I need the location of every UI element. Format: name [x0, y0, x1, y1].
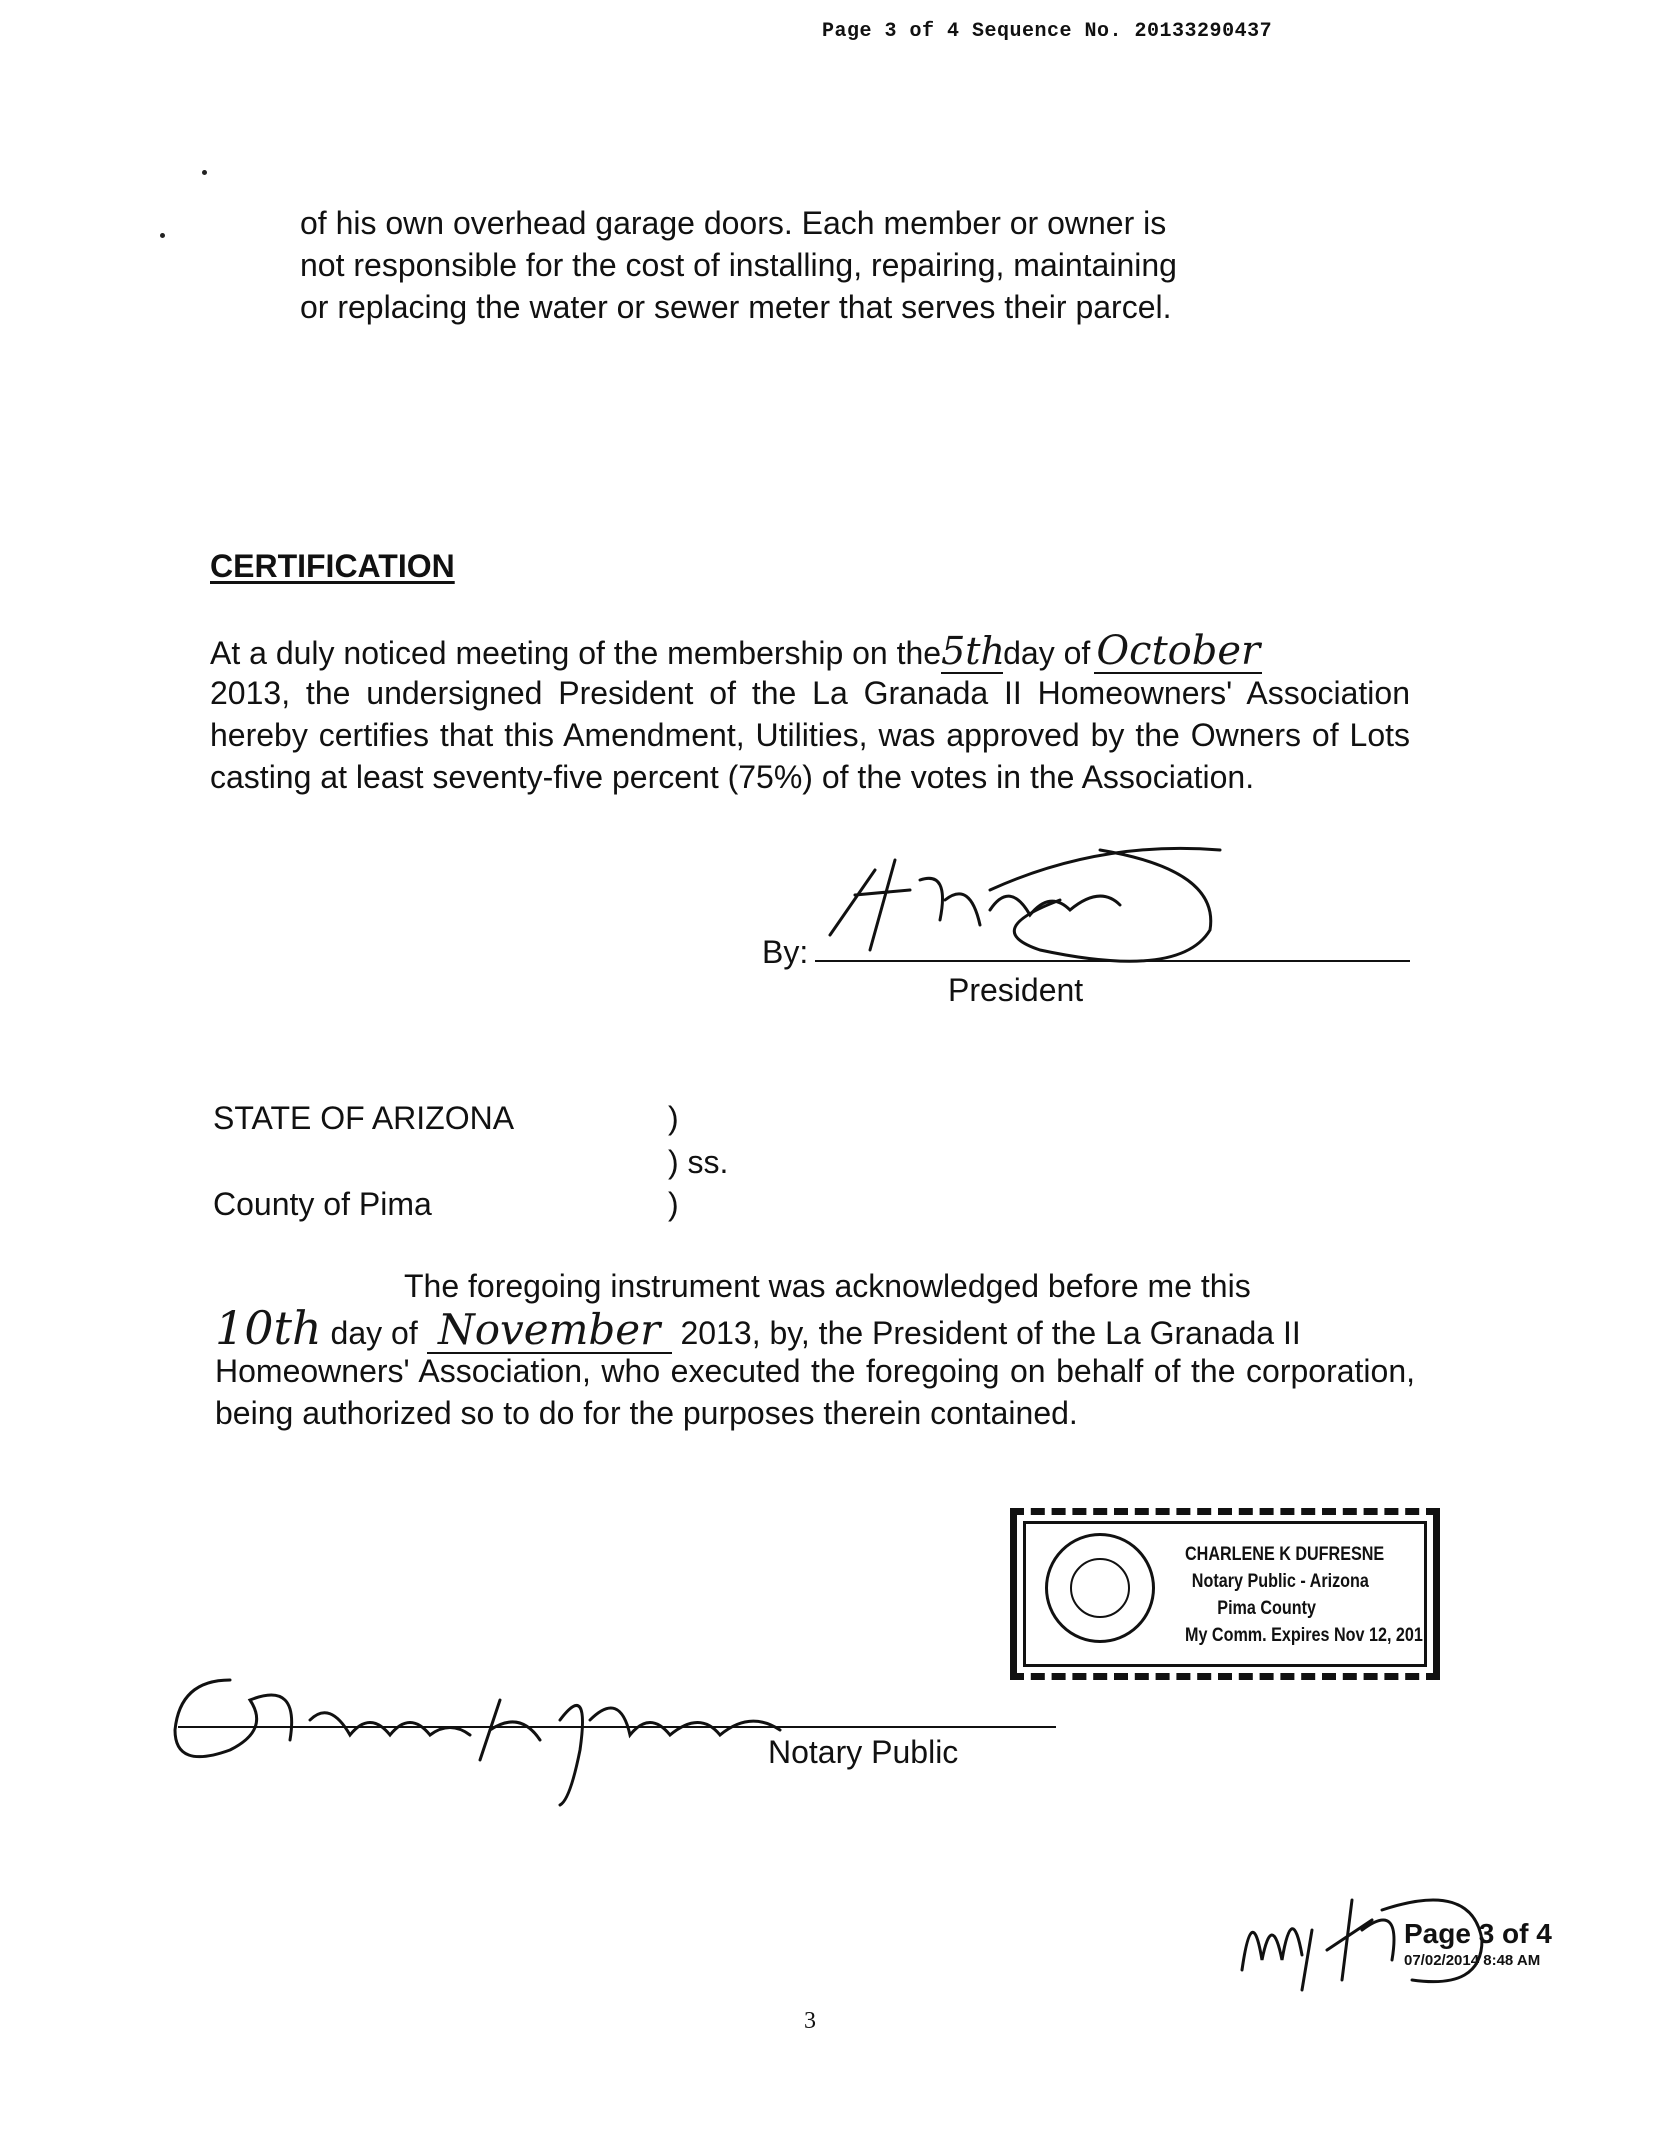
president-title: President — [948, 972, 1084, 1008]
notary-name: CHARLENE K DUFRESNE — [1185, 1544, 1385, 1565]
certification-line-text: At a duly noticed meeting of the membership on the — [210, 635, 942, 671]
handwritten-ack-day: 10th — [215, 1301, 322, 1355]
venue-county: County of Pima — [213, 1186, 432, 1222]
scan-speck — [160, 233, 165, 238]
acknowledgment-line-2 — [215, 1301, 1415, 1355]
seal-emblem — [1070, 1558, 1130, 1618]
notary-signature — [160, 1640, 880, 1810]
notary-stamp — [1010, 1508, 1440, 1680]
scan-speck — [202, 170, 207, 175]
notary-commission: My Comm. Expires Nov 12, 201 — [1185, 1625, 1423, 1646]
venue-paren-1: ) — [668, 1100, 679, 1136]
intro-line: of his own overhead garage doors. Each member or owner is — [300, 205, 1167, 241]
intro-paragraph — [300, 202, 1320, 328]
intro-line: or replacing the water or sewer meter that serves their parcel. — [300, 289, 1172, 325]
notary-title: Notary Public - Arizona — [1191, 1571, 1369, 1592]
footer-page-label: Page 3 of 4 — [1404, 1918, 1552, 1949]
page-sequence-header: Page 3 of 4 Sequence No. 20133290437 — [822, 20, 1273, 43]
page-number: 3 — [804, 2008, 816, 2034]
footer-timestamp: 07/02/2014 8:48 AM — [1404, 1952, 1541, 1969]
venue-state: STATE OF ARIZONA — [213, 1100, 515, 1136]
certification-body — [210, 672, 1410, 798]
handwritten-ack-month: November — [427, 1308, 672, 1354]
intro-line: not responsible for the cost of installing, repairing, maintaining — [300, 247, 1177, 283]
ack-day-of: day of — [330, 1315, 418, 1351]
notary-county: Pima County — [1217, 1598, 1317, 1619]
notary-public-label: Notary Public — [768, 1734, 959, 1770]
notary-stamp-text — [1185, 1541, 1423, 1649]
president-signature — [800, 830, 1240, 980]
signature-stroke — [175, 1680, 780, 1805]
handwritten-month: October — [1094, 630, 1262, 674]
by-label: By: — [762, 934, 809, 970]
state-seal-icon — [1045, 1533, 1155, 1643]
certification-heading: CERTIFICATION — [210, 548, 455, 584]
ack-line-2-rest: 2013, by, the President of the La Granada II — [680, 1315, 1301, 1351]
signature-stroke — [830, 860, 1120, 950]
acknowledgment-body-text: Homeowners' Association, who executed the foregoing on behalf of the corporation, being authorized so to do for the purposes therein contained. — [215, 1353, 1415, 1431]
certification-day-of: day of — [1003, 635, 1091, 671]
handwritten-day: 5th — [941, 629, 1006, 673]
acknowledgment-body — [215, 1350, 1415, 1434]
venue-paren-ss: ) ss. — [668, 1144, 729, 1180]
venue-paren-3: ) — [668, 1186, 679, 1222]
certification-line-1 — [210, 630, 1410, 674]
acknowledgment-line-1: The foregoing instrument was acknowledged before me this — [404, 1268, 1251, 1304]
certification-body-text: 2013, the undersigned President of the La Granada II Homeowners' Association hereby certifies that this Amendment, Utilities, was approved by the Owners of Lots casting at least seventy-five percent (75%) of the votes in the Association. — [210, 675, 1410, 795]
notary-signature-line — [178, 1726, 1056, 1728]
